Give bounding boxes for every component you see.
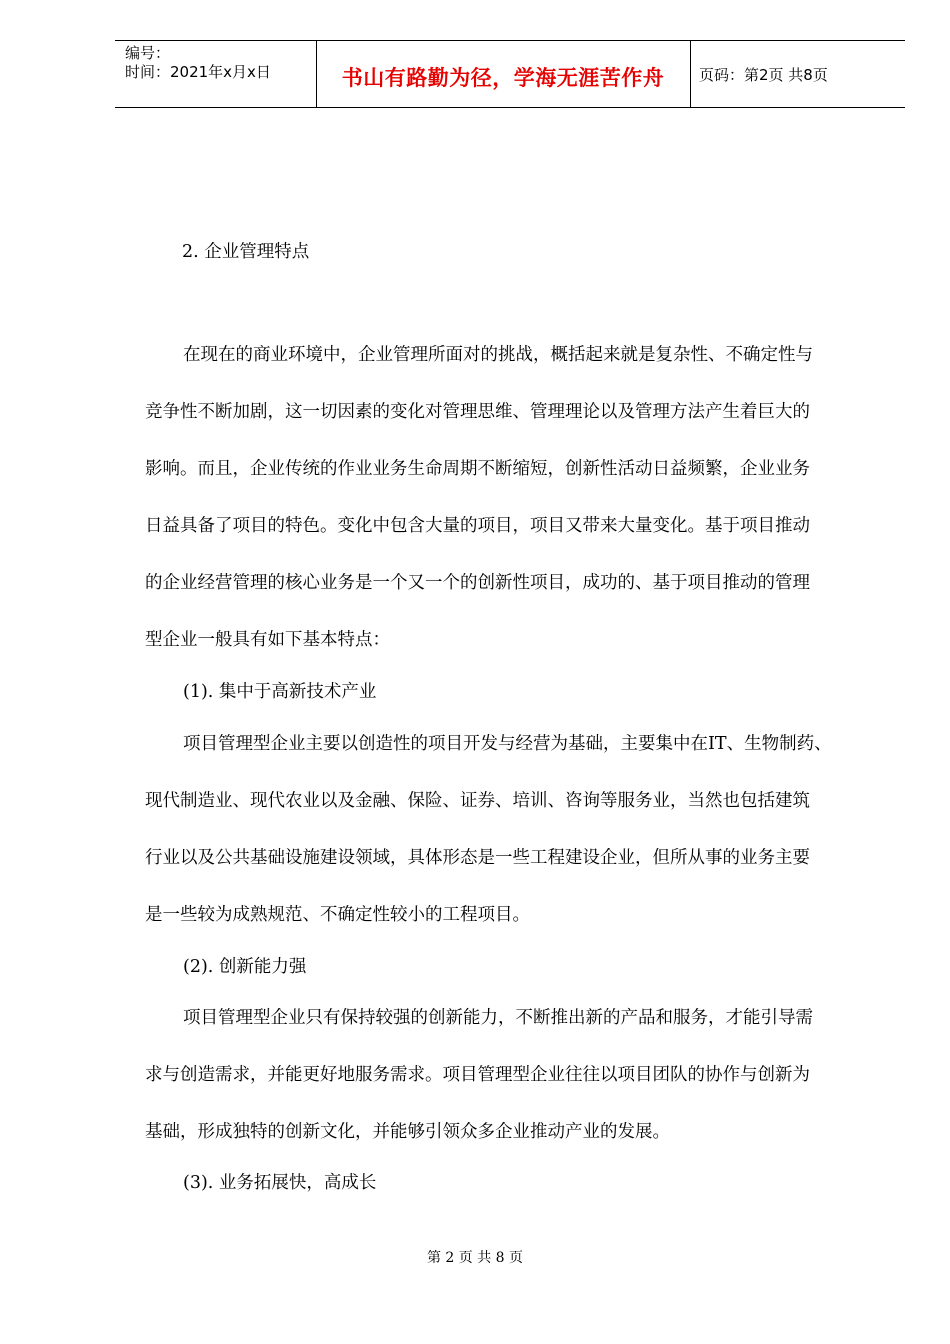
paragraph-line: 行业以及公共基础设施建设领域，具体形态是一些工程建设企业，但所从事的业务主要 (145, 848, 810, 868)
paragraph-line: 竞争性不断加剧，这一切因素的变化对管理思维、管理理论以及管理方法产生着巨大的 (145, 402, 810, 422)
paragraph-line: 现代制造业、现代农业以及金融、保险、证券、培训、咨询等服务业，当然也包括建筑 (145, 791, 810, 811)
header-info (125, 44, 271, 82)
paragraph-line: 型企业一般具有如下基本特点： (145, 630, 390, 650)
paragraph-line: 影响。而且，企业传统的作业业务生命周期不断缩短，创新性活动日益频繁，企业业务 (145, 459, 810, 479)
subheading: (3). 业务拓展快，高成长 (183, 1173, 377, 1193)
paragraph-line: 的企业经营管理的核心业务是一个又一个的创新性项目，成功的、基于项目推动的管理 (145, 573, 810, 593)
header-bottom-rule (115, 107, 905, 108)
subheading: (1). 集中于高新技术产业 (183, 682, 377, 702)
paragraph-line: 项目管理型企业主要以创造性的项目开发与经营为基础，主要集中在IT、生物制药、 (183, 734, 832, 754)
footer-page-number: 第 2 页 共 8 页 (426, 1250, 524, 1266)
header-page-number: 页码：第2页 共8页 (699, 66, 828, 84)
paragraph-line: 日益具备了项目的特色。变化中包含大量的项目，项目又带来大量变化。基于项目推动 (145, 516, 810, 536)
paragraph-line: 是一些较为成熟规范、不确定性较小的工程项目。 (145, 905, 530, 925)
header-motto: 书山有路勤为径，学海无涯苦作舟 (341, 66, 665, 90)
paragraph-line: 基础，形成独特的创新文化，并能够引领众多企业推动产业的发展。 (145, 1122, 670, 1142)
paragraph-line: 求与创造需求，并能更好地服务需求。项目管理型企业往往以项目团队的协作与创新为 (145, 1065, 810, 1085)
subheading: (2). 创新能力强 (183, 957, 307, 977)
section-heading: 2. 企业管理特点 (182, 242, 310, 262)
header-top-rule (115, 40, 905, 41)
header-time: 时间：2021年x月x日 (125, 63, 271, 81)
paragraph-line: 项目管理型企业只有保持较强的创新能力，不断推出新的产品和服务，才能引导需 (183, 1008, 813, 1028)
paragraph-line: 在现在的商业环境中，企业管理所面对的挑战，概括起来就是复杂性、不确定性与 (183, 345, 813, 365)
header-divider-right (690, 40, 691, 107)
header-code: 编号： (125, 44, 171, 62)
